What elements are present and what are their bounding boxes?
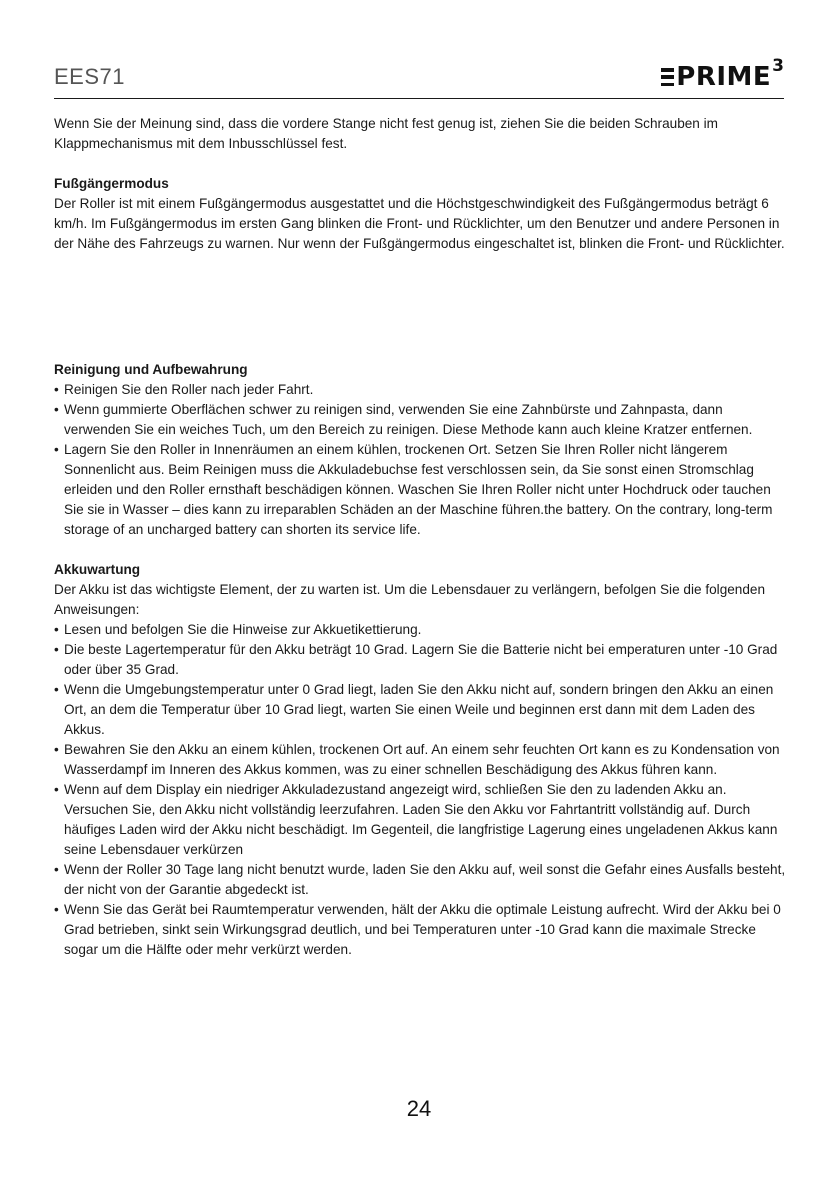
model-name: EES71	[54, 64, 125, 89]
intro-paragraph: Wenn Sie der Meinung sind, dass die vordere Stange nicht fest genug ist, ziehen Sie die beiden Schrauben im Klappmechanismus mit dem Inbusschlüssel fest.	[54, 116, 718, 151]
bullet-list	[54, 620, 789, 960]
list-item: • Die beste Lagertemperatur für den Akku beträgt 10 Grad. Lagern Sie die Batterie nicht bei emperaturen unter -10 Grad oder über 35 Grad.	[54, 640, 789, 680]
list-item: • Wenn der Roller 30 Tage lang nicht benutzt wurde, laden Sie den Akku auf, weil sonst die Gefahr eines Ausfalls besteht, der nicht von der Garantie abgedeckt ist.	[54, 860, 789, 900]
logo-bars-icon	[661, 68, 674, 86]
list-item: • Lagern Sie den Roller in Innenräumen an einem kühlen, trockenen Ort. Setzen Sie Ihren Roller nicht längerem Sonnenlicht aus. Beim Reinigen muss die Akkuladebuchse fest verschlossen sein, da Sie sonst einen Stromschlag erleiden und den Roller ernsthaft beschädigen können. Waschen Sie Ihren Roller nicht unter Hochdruck oder tauchen Sie sie in Wasser – dies kann zu irreparablen Schäden an der Maschine führen.the battery. On the contrary, long-term storage of an uncharged battery can shorten its service life.	[54, 440, 789, 540]
section-battery-maintenance	[54, 560, 789, 960]
list-item: • Bewahren Sie den Akku an einem kühlen, trockenen Ort auf. An einem sehr feuchten Ort kann es zu Kondensation von Wasserdampf im Inneren des Akkus kommen, was zu einer schnellen Beschädigung des Akkus führen kann.	[54, 740, 789, 780]
list-item: • Wenn Sie das Gerät bei Raumtemperatur verwenden, hält der Akku die optimale Leistung aufrecht. Wird der Akku bei 0 Grad betrieben, sinkt sein Wirkungsgrad deutlich, und bei Temperaturen unter -10 Grad kann die maximale Strecke sogar um die Hälfte oder mehr verkürzt werden.	[54, 900, 789, 960]
section-body: Der Roller ist mit einem Fußgängermodus ausgestattet und die Höchstgeschwindigkeit des Fußgängermodus beträgt 6 km/h. Im Fußgängermodus im ersten Gang blinken die Front- und Rücklichter, um den Benutzer und andere Personen in der Nähe des Fahrzeugs zu warnen. Nur wenn der Fußgängermodus eingeschaltet ist, blinken die Front- und Rücklichter.	[54, 196, 785, 251]
list-item: • Wenn auf dem Display ein niedriger Akkuladezustand angezeigt wird, schließen Sie den zu ladenden Akku an. Versuchen Sie, den Akku nicht vollständig leerzufahren. Laden Sie den Akku vor Fahrtantritt vollständig auf. Durch häufiges Laden wird der Akku nicht beschädigt. Im Gegenteil, die langfristige Lagerung eines ungeladenen Akkus kann seine Lebensdauer verkürzen	[54, 780, 789, 860]
page-content	[54, 114, 789, 960]
list-item: • Wenn die Umgebungstemperatur unter 0 Grad liegt, laden Sie den Akku nicht auf, sondern bringen den Akku an einen Ort, an dem die Temperatur über 10 Grad liegt, warten Sie einen Weile und beginnen erst dann mit dem Laden des Akkus.	[54, 680, 789, 740]
section-intro: Der Akku ist das wichtigste Element, der zu warten ist. Um die Lebensdauer zu verlängern, befolgen Sie die folgenden Anweisungen:	[54, 582, 766, 617]
section-heading: Reinigung und Aufbewahrung	[54, 362, 248, 377]
logo-superscript: 3	[772, 56, 784, 76]
section-pedestrian-mode	[54, 174, 789, 254]
logo-text: PRIME	[676, 62, 772, 92]
page-header	[54, 56, 784, 99]
list-item: • Lesen und befolgen Sie die Hinweise zur Akkuetikettierung.	[54, 620, 789, 640]
page-number: 24	[406, 1096, 432, 1121]
brand-logo	[661, 58, 784, 96]
section-heading: Fußgängermodus	[54, 176, 169, 191]
list-item: • Reinigen Sie den Roller nach jeder Fahrt.	[54, 380, 789, 400]
section-cleaning-storage	[54, 360, 789, 540]
section-heading: Akkuwartung	[54, 562, 141, 577]
bullet-list	[54, 380, 789, 540]
list-item: • Wenn gummierte Oberflächen schwer zu reinigen sind, verwenden Sie eine Zahnbürste und Zahnpasta, dann verwenden Sie ein weiches Tuch, um den Bereich zu reinigen. Diese Methode kann auch kleine Kratzer entfernen.	[54, 400, 789, 440]
